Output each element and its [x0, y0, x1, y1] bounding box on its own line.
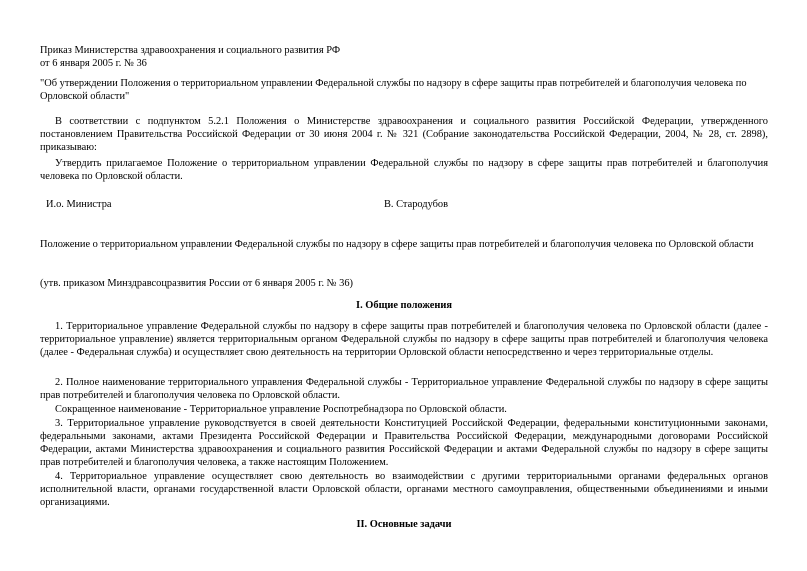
order-header-line1: Приказ Министерства здравоохранения и социального развития РФ	[40, 45, 341, 56]
order-header-line2: от 6 января 2005 г. № 36	[40, 58, 147, 69]
order-resolution: Утвердить прилагаемое Положение о территориальном управлении Федеральной службы по надзору в сфере защиты прав потребителей и благополучия человека по Орловской области.	[40, 158, 768, 182]
paragraph-4: 4. Территориальное управление осуществляет свою деятельность во взаимодействии с другими территориальными органами федеральных органов исполнительной власти, органами государственной власти Орловской области, органами местного самоуправления, общественными объединениями и иными организациями.	[40, 471, 768, 508]
paragraph-1: 1. Территориальное управление Федеральной службы по надзору в сфере защиты прав потребителей и благополучия человека по Орловской области (далее - территориальное управление) является территориальным органом Федеральной службы по надзору в сфере защиты прав потребителей и благополучия человека (далее - Федеральная служба) и осуществляет свою деятельность на территории Орловской области непосредственно и через территориальные отделы.	[40, 321, 768, 358]
order-title: "Об утверждении Положения о территориальном управлении Федеральной службы по надзору в сфере защиты прав потребителей и благополучия человека по Орловской области"	[40, 78, 747, 102]
paragraph-3: 3. Территориальное управление руководствуется в своей деятельности Конституцией Российской Федерации, федеральными конституционными законами, федеральными законами, актами Президента Российской Федерации и Правительства Российской Федерации, международными договорами Российской Федерации, актами Министерства здравоохранения и социального развития Российской Федерации и актами Федеральной службы по надзору в сфере защиты прав потребителей и благополучия человека, а также настоящим Положением.	[40, 418, 768, 468]
signature-position: И.о. Министра	[46, 199, 112, 210]
paragraph-short-name: Сокращенное наименование - Территориальное управление Роспотребнадзора по Орловской области.	[55, 404, 507, 415]
approval-note: (утв. приказом Минздравсоцразвития России от 6 января 2005 г. № 36)	[40, 278, 353, 289]
order-preamble: В соответствии с подпунктом 5.2.1 Положения о Министерстве здравоохранения и социального развития Российской Федерации, утвержденного постановлением Правительства Российской Федерации от 30 июня 2004 г. № 321 (Собрание законодательства Российской Федерации, 2004, № 28, ст. 2898), приказываю:	[40, 116, 768, 153]
paragraph-2: 2. Полное наименование территориального управления Федеральной службы - Территориальное управление Федеральной службы по надзору в сфере защиты прав потребителей и благополучия человека по Орловской области.	[40, 377, 768, 401]
signature-block	[40, 198, 768, 211]
signature-name: В. Стародубов	[384, 199, 449, 210]
section-heading-general: I. Общие положения	[356, 300, 452, 311]
regulation-title: Положение о территориальном управлении Федеральной службы по надзору в сфере защиты прав потребителей и благополучия человека по Орловской области	[40, 239, 754, 250]
section-heading-tasks: II. Основные задачи	[356, 519, 452, 530]
